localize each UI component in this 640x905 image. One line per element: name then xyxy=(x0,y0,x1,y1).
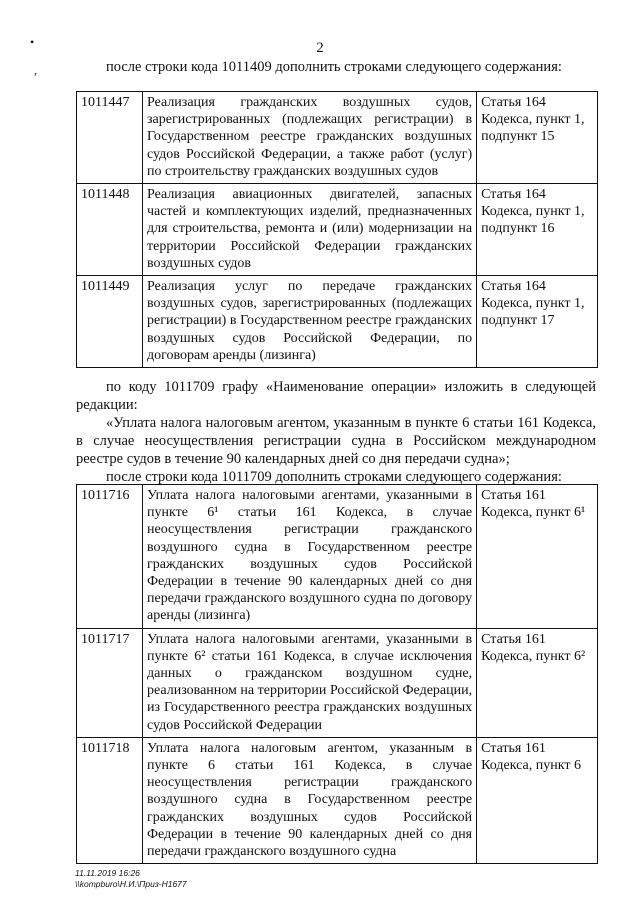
description-cell: Уплата налога налоговыми агентами, указанными в пункте 6² статьи 161 Кодекса, в случае исключения данных о гражданском воздушном судне, реализованном на территории Российской Федерации, из Государственного реестра гражданских воздушных судов Российской Федерации xyxy=(143,628,477,737)
article-cell: Статья 164 Кодекса, пункт 1, подпункт 17 xyxy=(477,276,598,368)
code-cell: 1011448 xyxy=(77,184,143,276)
table-row xyxy=(77,737,598,863)
intro-paragraph: после строки кода 1011409 дополнить строками следующего содержания: xyxy=(106,59,562,75)
description-cell: Уплата налога налоговыми агентами, указанными в пункте 6¹ статьи 161 Кодекса, в случае неосуществления регистрации гражданского воздушного судна в Государственном реестре гражданских воздушных судов Российской Федерации в течение 90 календарных дней со дня передачи гражданского воздушного судна по договору аренды (лизинга) xyxy=(143,485,477,629)
description-cell: Реализация услуг по передаче гражданских воздушных судов, зарегистрированных (подлежащих регистрации) в Государственном реестре гражданских воздушных судов Российской Федерации, по договорам аренды (лизинга) xyxy=(143,276,477,368)
paragraph-redaction: по коду 1011709 графу «Наименование операции» изложить в следующей редакции: xyxy=(76,379,596,413)
code-cell: 1011716 xyxy=(77,485,143,629)
code-cell: 1011449 xyxy=(77,276,143,368)
paragraph-quote: «Уплата налога налоговым агентом, указанным в пункте 6 статьи 161 Кодекса, в случае неосуществления регистрации судна в Российском международном реестре судов в течение 90 календарных дней со дня передачи судна»; xyxy=(76,415,596,467)
table-row xyxy=(77,92,598,184)
article-cell: Статья 161 Кодекса, пункт 6 xyxy=(477,737,598,863)
table-row xyxy=(77,184,598,276)
article-cell: Статья 161 Кодекса, пункт 6² xyxy=(477,628,598,737)
footer-date: 11.11.2019 16:26 xyxy=(75,868,140,878)
codes-table-1 xyxy=(76,91,598,368)
description-cell: Реализация гражданских воздушных судов, зарегистрированных (подлежащих регистрации) в Государственном реестре гражданских воздушных судов Российской Федерации, а также работ (услуг) по строительству гражданских воздушных судов xyxy=(143,92,477,184)
table-row xyxy=(77,276,598,368)
code-cell: 1011718 xyxy=(77,737,143,863)
article-cell: Статья 161 Кодекса, пункт 6¹ xyxy=(477,485,598,629)
article-cell: Статья 164 Кодекса, пункт 1, подпункт 16 xyxy=(477,184,598,276)
code-cell: 1011717 xyxy=(77,628,143,737)
page-number: 2 xyxy=(316,40,324,56)
article-cell: Статья 164 Кодекса, пункт 1, подпункт 15 xyxy=(477,92,598,184)
description-cell: Реализация авиационных двигателей, запасных частей и комплектующих изделий, предназначенных для строительства, ремонта и (или) модернизации на территории Российской Федерации гражданских воздушных судов xyxy=(143,184,477,276)
description-cell: Уплата налога налоговым агентом, указанным в пункте 6 статьи 161 Кодекса, в случае неосуществления регистрации гражданского воздушного судна в Государственном реестре гражданских воздушных судов Российской Федерации в течение 90 календарных дней со дня передачи гражданского воздушного судна xyxy=(143,737,477,863)
margin-dot: • xyxy=(30,35,35,49)
table-row xyxy=(77,628,598,737)
paragraph-after-1011709: после строки кода 1011709 дополнить строками следующего содержания: xyxy=(106,469,562,485)
footer-file-path: \\kompburo\Н.И.\Приз-Н1677 xyxy=(75,879,187,889)
code-cell: 1011447 xyxy=(77,92,143,184)
table-row xyxy=(77,485,598,629)
codes-table-2 xyxy=(76,484,598,864)
margin-comma: , xyxy=(34,63,37,77)
